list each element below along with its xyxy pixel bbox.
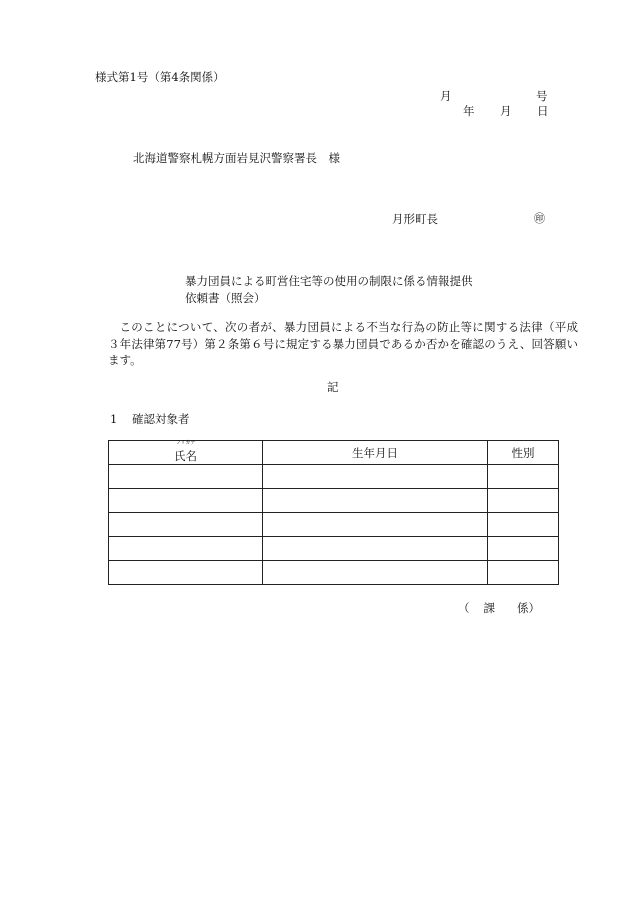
header-day-label: 日	[537, 104, 549, 118]
addressee: 北海道警察札幌方面岩見沢警察署長 様	[133, 151, 340, 165]
table-row	[109, 465, 559, 489]
gender-cell[interactable]	[488, 513, 559, 537]
birthdate-cell[interactable]	[263, 537, 488, 561]
seal-icon: ㊞	[534, 212, 545, 225]
name-cell[interactable]	[109, 513, 263, 537]
section-title: 確認対象者	[132, 412, 190, 426]
table-row	[109, 561, 559, 585]
form-number: 様式第1号（第4条関係）	[95, 70, 225, 84]
table-row	[109, 489, 559, 513]
subject	[185, 273, 545, 306]
name-header	[109, 441, 263, 465]
header-number-label: 号	[536, 89, 548, 103]
name-header-label: 氏名	[174, 448, 197, 463]
birthdate-cell[interactable]	[263, 561, 488, 585]
subject-line-2: 依頼書（照会）	[185, 290, 266, 305]
section-heading	[110, 412, 190, 427]
gender-cell[interactable]	[488, 561, 559, 585]
gender-header: 性別	[488, 441, 559, 465]
table-header-row	[109, 441, 559, 465]
name-cell[interactable]	[109, 561, 263, 585]
section-contact-ka: 課	[483, 601, 495, 615]
name-cell[interactable]	[109, 489, 263, 513]
header-year-label: 年	[463, 104, 475, 118]
section-contact-open: （	[458, 601, 470, 615]
ki-label: 記	[327, 380, 339, 394]
name-cell[interactable]	[109, 537, 263, 561]
birthdate-header: 生年月日	[263, 441, 488, 465]
birthdate-cell[interactable]	[263, 513, 488, 537]
section-contact-kakari: 係）	[517, 601, 540, 615]
header-month2-label: 月	[500, 104, 512, 118]
section-number: 1	[110, 412, 118, 426]
sender: 月形町長	[392, 212, 438, 226]
name-ruby-label: フリガナ	[175, 440, 196, 446]
target-table	[108, 440, 559, 585]
section-contact	[458, 601, 540, 616]
table-row	[109, 537, 559, 561]
body-text: このことについて、次の者が、暴力団員による不当な行為の防止等に関する法律（平成３年法律第77号）第２条第６号に規定する暴力団員であるか否かを確認のうえ、回答願います。	[108, 320, 578, 368]
gender-cell[interactable]	[488, 465, 559, 489]
name-cell[interactable]	[109, 465, 263, 489]
gender-cell[interactable]	[488, 489, 559, 513]
header-month-label: 月	[440, 89, 452, 103]
birthdate-cell[interactable]	[263, 489, 488, 513]
table-row	[109, 513, 559, 537]
gender-cell[interactable]	[488, 537, 559, 561]
birthdate-cell[interactable]	[263, 465, 488, 489]
subject-line-1: 暴力団員による町営住宅等の使用の制限に係る情報提供	[185, 274, 473, 288]
